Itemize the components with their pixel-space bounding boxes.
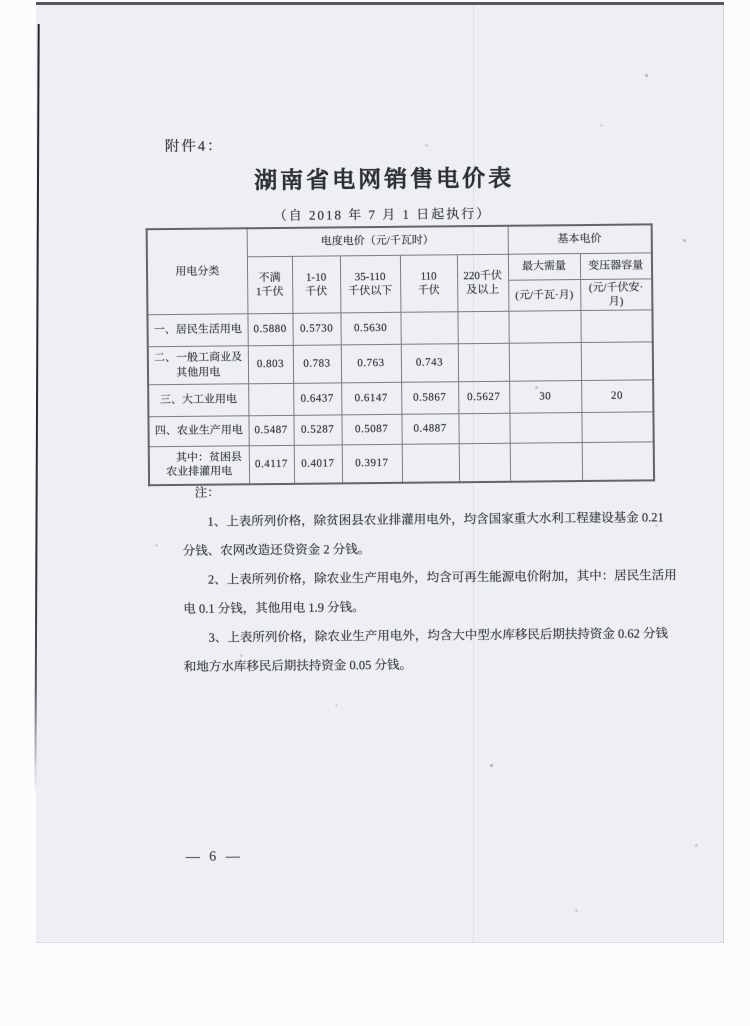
cell-value [580,310,652,343]
cell-value: 0.5630 [340,312,400,345]
cell-value: 0.5487 [248,415,293,445]
photocopy-specks [36,5,37,6]
cell-value [400,312,457,345]
cell-value: 0.763 [341,344,401,383]
cell-value: 0.783 [293,345,341,383]
notes-heading: 注： [194,485,220,500]
header-transformer-capacity: 变压器容量 [580,252,652,279]
effective-date-subtitle: （自 2018 年 7 月 1 日起执行） [273,205,492,224]
table-row-residential [147,310,652,347]
cell-value [581,342,653,381]
cell-value [509,343,581,382]
note-item-2: 2、上表所列价格，除农业生产用电外，均含可再生能源电价附加，其中：居民生活用电 0.1 分钱，其他用电 1.9 分钱。 [183,568,677,616]
row-label: 二、一般工商业及 其他用电 [148,346,248,385]
cell-value [581,412,653,443]
cell-value: 0.4117 [249,445,294,483]
note-item-1: 1、上表所列价格，除贫困县农业排灌用电外，均含国家重大水利工程建设基金 0.21 分钱、农网改造还贷资金 2 分钱。 [182,510,664,558]
table-row-large-industry [148,380,653,417]
cell-value [248,383,293,415]
row-label: 一、居民生活用电 [147,314,247,347]
header-110kv: 110 千伏 [400,254,458,312]
header-1-10kv: 1-10 千伏 [292,255,341,313]
cell-value: 20 [581,380,653,413]
header-below-1kv: 不满 1千伏 [247,256,293,314]
cell-value [458,343,509,381]
page-number: — 6 — [185,849,243,865]
cell-value [457,311,508,343]
cell-value: 0.6147 [341,382,401,415]
row-label: 三、大工业用电 [148,384,248,417]
cell-value [508,311,580,344]
cell-value: 0.5627 [458,381,509,413]
price-table [146,223,655,485]
cell-value: 0.4887 [401,414,458,445]
header-transformer-capacity-unit: (元/千伏安·月) [580,278,652,310]
cell-value: 0.803 [248,345,293,383]
header-max-demand-unit: (元/千瓦·月) [508,279,580,311]
cell-value: 0.5087 [341,414,401,445]
notes-section [182,474,678,682]
cell-value [509,413,581,444]
attachment-label: 附件4： [164,138,224,156]
cell-value: 0.4017 [294,445,342,483]
header-35-110kv: 35-110 千伏以下 [340,255,401,313]
cell-value: 0.5880 [247,313,292,345]
cell-value [458,413,509,443]
table-row-agricultural [148,412,653,447]
document-title: 湖南省电网销售电价表 [254,165,515,194]
table-row-general-commercial [148,342,653,385]
document-content [32,2,729,947]
cell-value: 0.3917 [342,444,402,483]
cell-value: 0.743 [401,344,458,383]
note-item-3: 3、上表所列价格，除农业生产用电外，均含大中型水库移民后期扶持资金 0.62 分钱和地方水库移民后期扶持资金 0.05 分钱。 [183,626,668,674]
scanned-paper [36,2,724,943]
header-220kv-above: 220千伏 及以上 [457,254,509,312]
cell-value: 0.5867 [401,382,458,415]
header-basic-price-group: 基本电价 [508,224,652,253]
cell-value: 0.5287 [293,415,341,445]
header-max-demand: 最大需量 [508,253,580,280]
cell-value: 0.5730 [292,313,340,345]
header-category: 用电分类 [147,228,248,315]
row-label: 四、农业生产用电 [148,416,248,447]
header-energy-price-group: 电度电价（元/千瓦时） [247,226,508,257]
cell-value: 0.6437 [293,383,341,415]
cell-value: 30 [509,381,581,414]
row-label: 其中：贫困县 农业排灌用电 [149,446,249,485]
